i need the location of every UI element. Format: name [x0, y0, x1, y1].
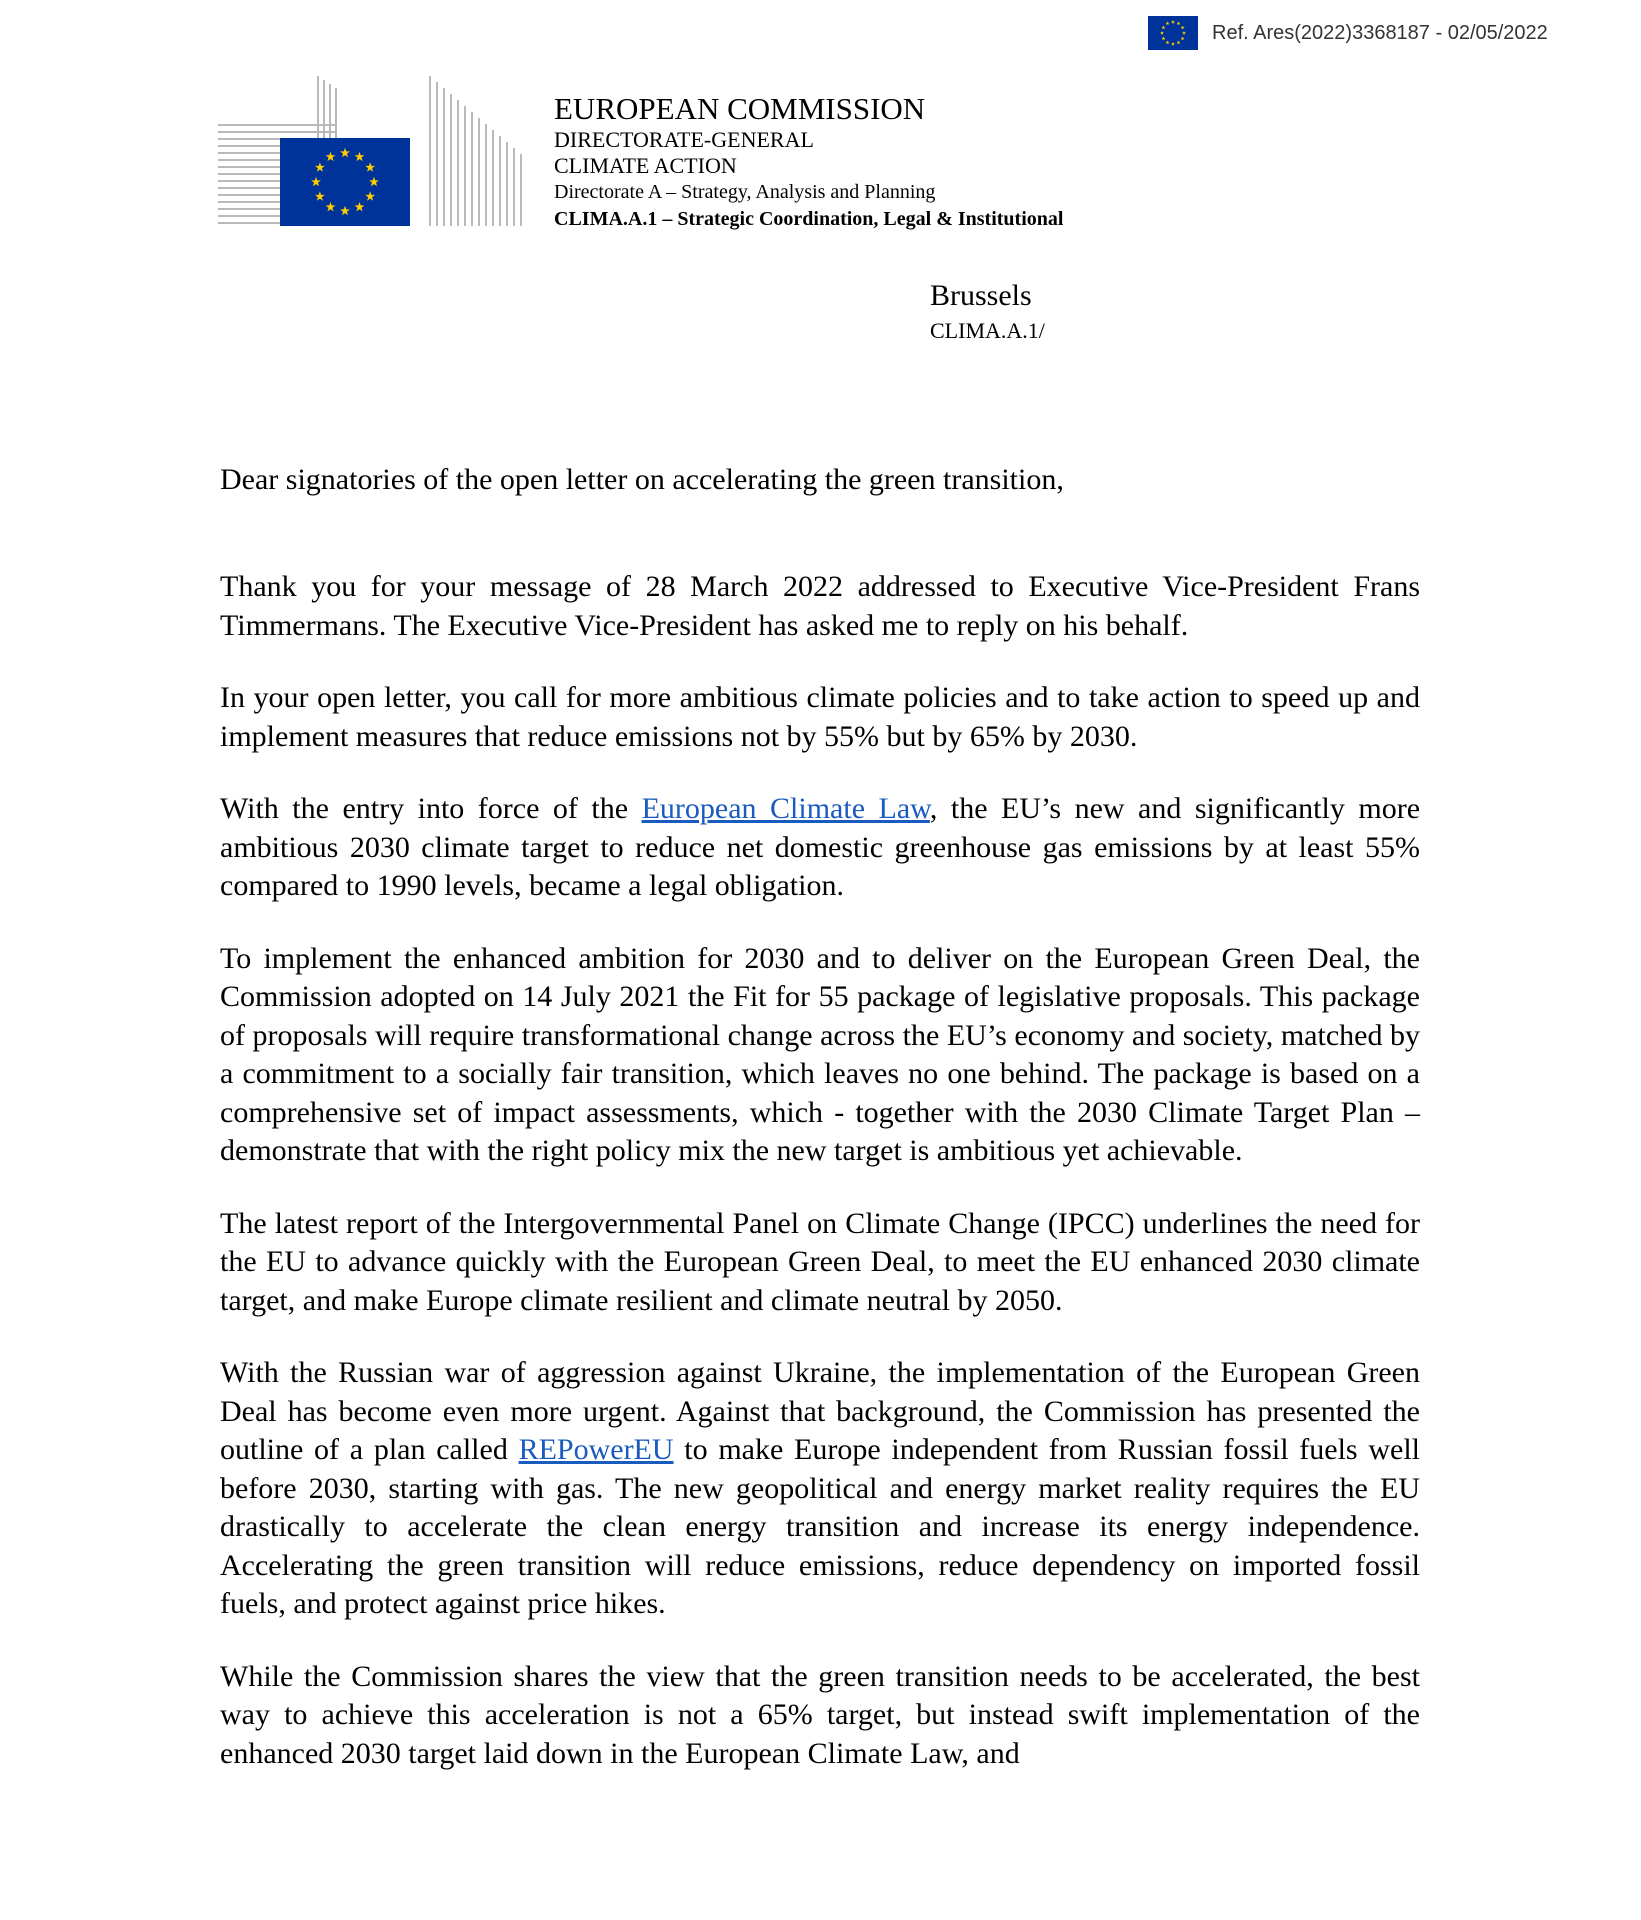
european-commission-logo: [218, 76, 526, 228]
mini-star-11: [1161, 25, 1165, 29]
directorate: Directorate A – Strategy, Analysis and Planning: [554, 181, 936, 204]
file-reference: CLIMA.A.1/: [930, 318, 1045, 343]
salutation: Dear signatories of the open letter on accelerating the green transition,: [220, 463, 1064, 496]
mini-star-12: [1166, 21, 1170, 25]
letterhead: [554, 90, 1063, 232]
mini-star-5: [1181, 36, 1185, 40]
repowereu-link[interactable]: REPowerEU: [518, 1433, 674, 1466]
directorate-general: DIRECTORATE-GENERAL: [554, 127, 814, 153]
mini-star-6: [1177, 40, 1181, 44]
ec-building-logo-icon: [218, 76, 526, 228]
paragraph-3-start: With the entry into force of the: [220, 792, 642, 825]
paragraph-7: While the Commission shares the view that the green transition needs to be accelerated, the best way to achieve this acceleration is not a 65% target, but instead swift implementation of the enhanced 2030 target laid down in the European Climate Law, and: [220, 1659, 1420, 1770]
paragraph-3: [220, 790, 1420, 906]
city: Brussels: [930, 279, 1032, 312]
paragraph-6: [220, 1354, 1420, 1624]
eu-stars-icon: [1148, 16, 1198, 50]
unit: CLIMA.A.1 – Strategic Coordination, Legal & Institutional: [554, 208, 1064, 231]
mini-star-3: [1181, 25, 1185, 29]
mini-star-10: [1160, 31, 1164, 35]
mini-star-7: [1171, 42, 1175, 46]
place-and-reference: [930, 278, 1045, 346]
organization-name: EUROPEAN COMMISSION: [554, 91, 926, 126]
paragraph-3-end: , the EU’s new and significantly more ambitious 2030 climate target to reduce net domestic greenhouse gas emissions by at least 55% compared to 1990 levels, became a legal obligation.: [220, 792, 1421, 902]
paragraph-2: In your open letter, you call for more ambitious climate policies and to take action to speed up and implement measures that reduce emissions not by 55% but by 65% by 2030.: [220, 681, 1420, 753]
mini-star-8: [1166, 40, 1170, 44]
ares-reference: Ref. Ares(2022)3368187 - 02/05/2022: [1212, 21, 1548, 44]
paragraph-5: The latest report of the Intergovernmental Panel on Climate Change (IPCC) underlines the need for the EU to advance quickly with the European Green Deal, to meet the EU enhanced 2030 climate target, and make Europe climate resilient and climate neutral by 2050.: [220, 1206, 1420, 1317]
mini-star-9: [1161, 36, 1165, 40]
letter-body: [220, 568, 1420, 1807]
eu-flag-icon: [1148, 16, 1198, 50]
mini-star-2: [1177, 21, 1181, 25]
european-climate-law-link[interactable]: European Climate Law: [641, 792, 930, 825]
paragraph-6-start: With the Russian war of aggression against Ukraine, the implementation of the European Green Deal has become even more urgent. Against that background, the Commission has presented the outline of a plan called: [220, 1356, 1420, 1466]
paragraph-6-end: to make Europe independent from Russian fossil fuels well before 2030, starting with gas. The new geopolitical and energy market reality requires the EU drastically to accelerate the clean energy transition and increase its energy independence. Accelerating the green transition will reduce emissions, reduce dependency on imported fossil fuels, and protect against price hikes.: [220, 1433, 1420, 1620]
ares-stamp: [1148, 14, 1548, 52]
dg-name: CLIMATE ACTION: [554, 153, 737, 179]
paragraph-4: To implement the enhanced ambition for 2030 and to deliver on the European Green Deal, the Commission adopted on 14 July 2021 the Fit for 55 package of legislative proposals. This package of proposals will require transformational change across the EU’s economy and society, matched by a commitment to a socially fair transition, which leaves no one behind. The package is based on a comprehensive set of impact assessments, which - together with the 2030 Climate Target Plan – demonstrate that with the right policy mix the new target is ambitious yet achievable.: [220, 941, 1420, 1167]
paragraph-1: Thank you for your message of 28 March 2022 addressed to Executive Vice-President Frans Timmermans. The Executive Vice-President has asked me to reply on his behalf.: [220, 570, 1420, 642]
mini-star-1: [1171, 20, 1175, 24]
mini-star-4: [1182, 31, 1186, 35]
